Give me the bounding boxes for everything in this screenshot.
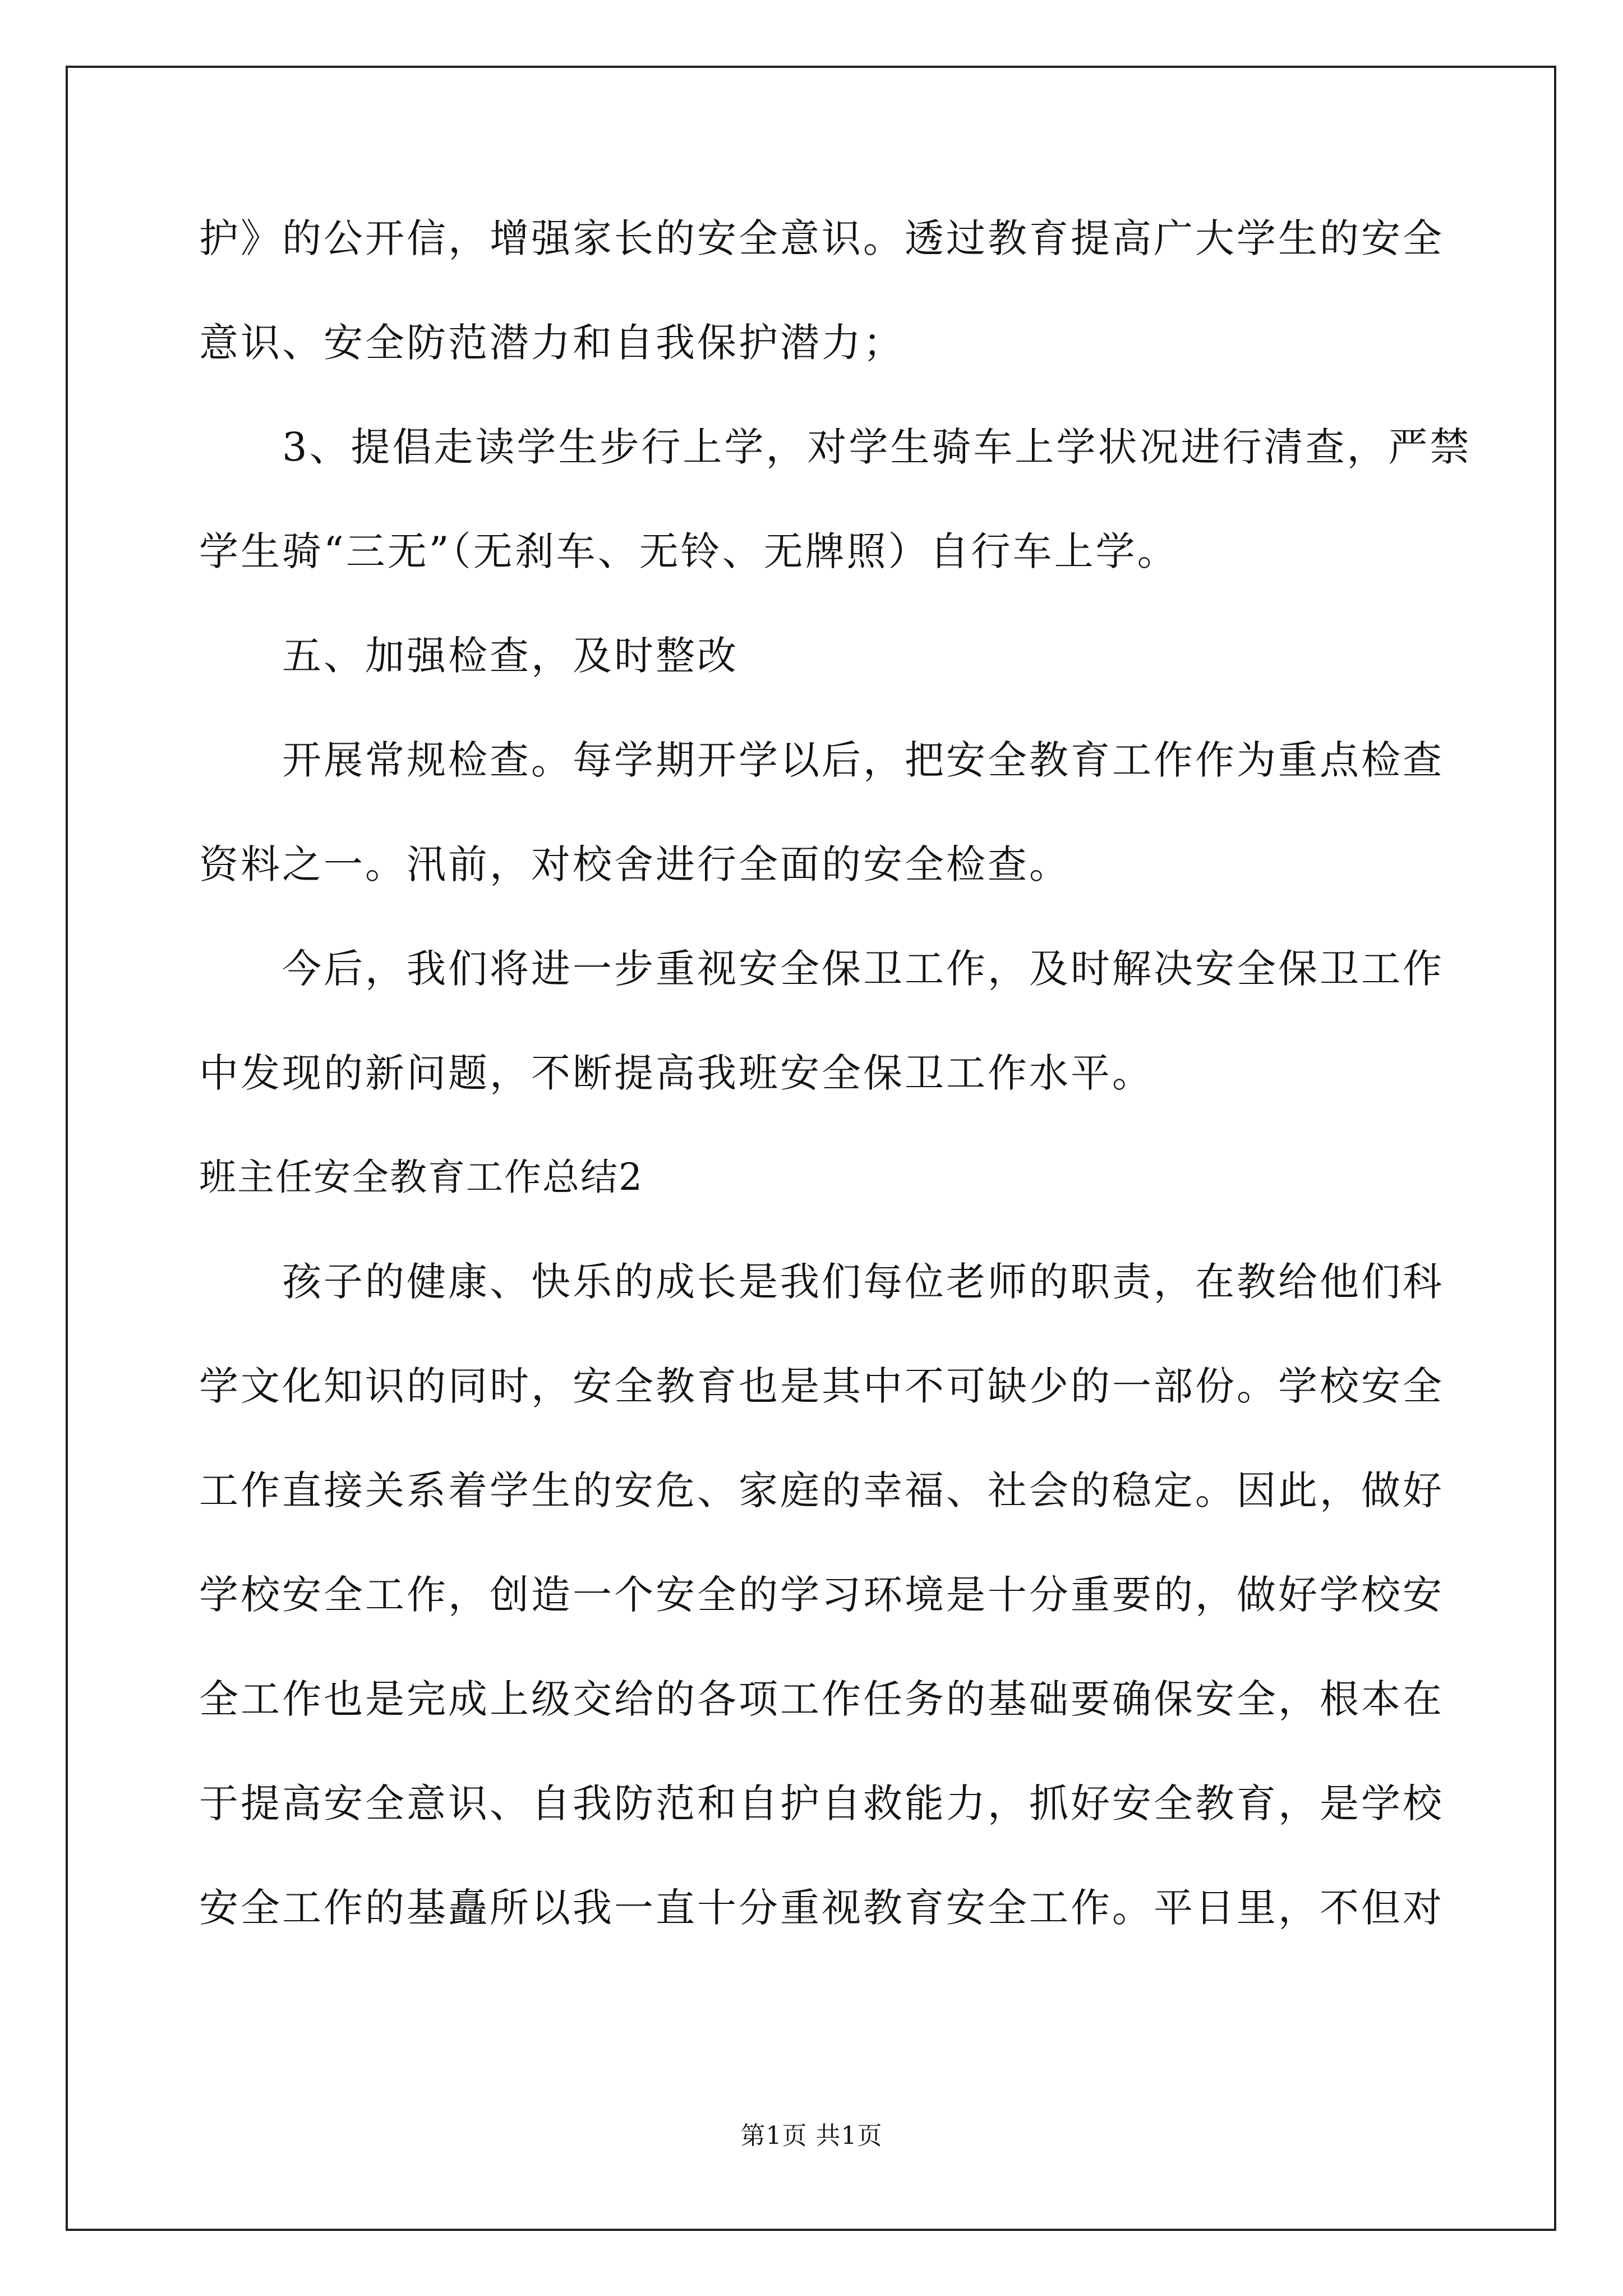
text-line: 学生骑“三无”（无刹车、无铃、无牌照）自行车上学。 (199, 528, 1179, 574)
text-line: 学文化知识的同时，安全教育也是其中不可缺少的一部份。学校安全 (199, 1363, 1444, 1409)
text-line: 全工作也是完成上级交给的各项工作任务的基础要确保安全，根本在 (199, 1676, 1444, 1722)
text-line: 开展常规检查。每学期开学以后，把安全教育工作作为重点检查 (282, 737, 1444, 783)
text-line: 资料之一。汛前，对校舍进行全面的安全检查。 (199, 841, 1071, 887)
text-line: 3、提倡走读学生步行上学，对学生骑车上学状况进行清查，严禁 (282, 424, 1472, 470)
text-line: 中发现的新问题，不断提高我班安全保卫工作水平。 (199, 1050, 1154, 1096)
text-line: 意识、安全防范潜力和自我保护潜力； (199, 320, 905, 366)
document-title: 班主任安全教育工作总结2 (199, 1156, 643, 1199)
section-heading: 五、加强检查，及时整改 (282, 633, 739, 679)
text-line: 今后，我们将进一步重视安全保卫工作，及时解决安全保卫工作 (282, 946, 1444, 992)
text-line: 学校安全工作，创造一个安全的学习环境是十分重要的，做好学校安 (199, 1572, 1444, 1618)
text-line: 工作直接关系着学生的安危、家庭的幸福、社会的稳定。因此，做好 (199, 1467, 1444, 1513)
text-line: 安全工作的基矗所以我一直十分重视教育安全工作。平日里，不但对 (199, 1885, 1444, 1931)
text-line: 于提高安全意识、自我防范和自护自救能力，抓好安全教育，是学校 (199, 1780, 1444, 1826)
text-line: 孩子的健康、快乐的成长是我们每位老师的职责，在教给他们科 (282, 1259, 1444, 1305)
text-line: 护》的公开信，增强家长的安全意识。透过教育提高广大学生的安全 (199, 215, 1444, 261)
page-number-footer: 第1页 共1页 (740, 2122, 883, 2150)
